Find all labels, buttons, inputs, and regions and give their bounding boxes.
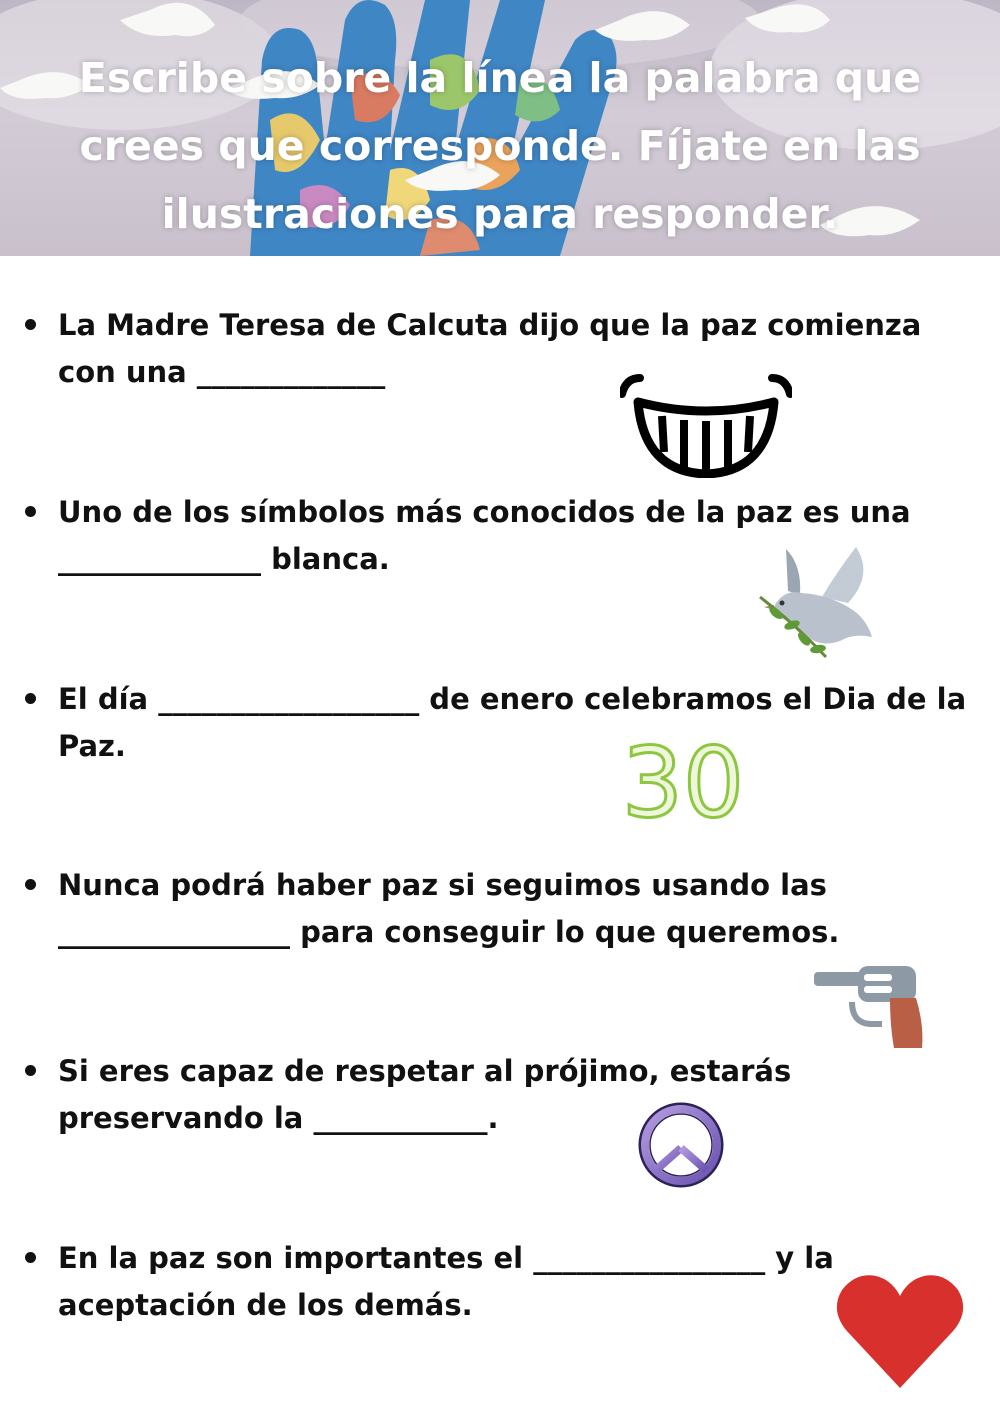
question-text: El día __________________ de enero celebramos el Dia de la Paz. (58, 682, 967, 763)
question-text: Si eres capaz de respetar al prójimo, estarás preservando la ____________. (58, 1054, 792, 1135)
list-item (58, 862, 978, 956)
list-item (58, 676, 978, 770)
bullet-icon (25, 319, 36, 330)
bullet-icon (25, 1065, 36, 1076)
dove-icon (756, 545, 874, 663)
header-banner (0, 0, 1000, 256)
heart-icon (836, 1272, 964, 1390)
question-text: Uno de los símbolos más conocidos de la paz es una ______________ blanca. (58, 495, 911, 576)
bullet-icon (25, 1252, 36, 1263)
list-item (58, 1048, 978, 1142)
bullet-icon (25, 879, 36, 890)
question-text: Nunca podrá haber paz si seguimos usando las ________________ para conseguir lo que queremos. (58, 868, 840, 949)
bullet-icon (25, 506, 36, 517)
number-label: 30 (621, 728, 745, 824)
revolver-icon (812, 964, 926, 1054)
question-text: En la paz son importantes el ________________ y la aceptación de los demás. (58, 1241, 834, 1322)
smile-icon (620, 372, 792, 478)
peace-sign-icon (636, 1100, 726, 1190)
list-item (58, 302, 978, 396)
page-title: Escribe sobre la línea la palabra que crees que corresponde. Fíjate en las ilustraciones para responder. (78, 54, 922, 238)
number-30-icon (618, 728, 748, 824)
bullet-icon (25, 693, 36, 704)
question-text: La Madre Teresa de Calcuta dijo que la paz comienza con una _____________ (58, 308, 922, 389)
